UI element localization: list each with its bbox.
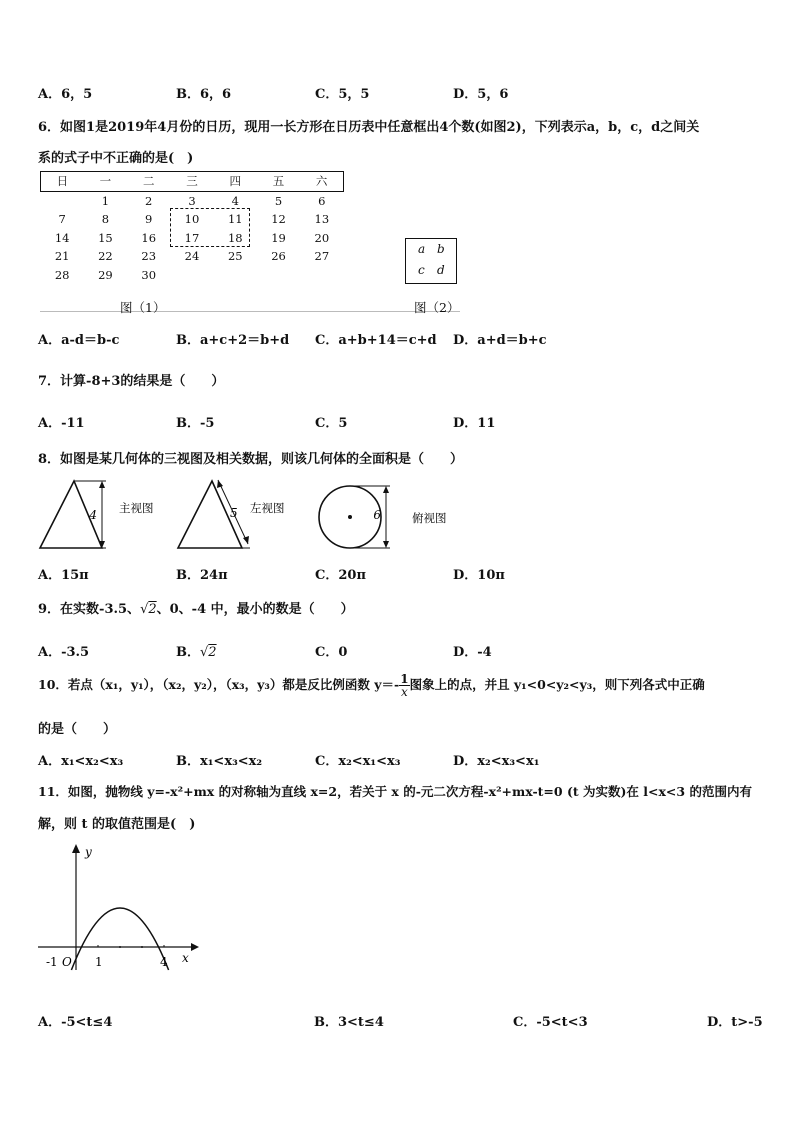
fraction-numerator: 1 (400, 672, 409, 686)
q9-option-a: A．-3.5 (38, 645, 90, 660)
q6-option-b: B．a+c+2＝b+d (176, 333, 290, 348)
calendar-cell: 22 (98, 249, 113, 264)
calendar-cell (257, 266, 300, 285)
q7-option-d: D．11 (453, 416, 496, 431)
fig2-box (405, 238, 457, 284)
calendar-cell (170, 266, 213, 285)
arrow-up-icon (383, 486, 389, 493)
calendar-cell: 8 (101, 212, 110, 227)
top-view-dimension: 6 (373, 508, 381, 522)
sqrt-expression: √2 (200, 645, 217, 660)
front-view-label: 主视图 (119, 501, 154, 515)
calendar-header-cell: 六 (315, 174, 328, 189)
calendar-header-cell: 五 (272, 174, 285, 189)
calendar-cell: 7 (58, 212, 66, 227)
q7-stem: 7．计算-8+3的结果是（ ） (38, 374, 225, 389)
arrow-down-icon (243, 536, 249, 544)
parabola-curve (71, 908, 168, 970)
calendar-cell: 6 (318, 193, 326, 208)
q9-stem-suffix: 、0、-4 中，最小的数是（ ） (156, 602, 354, 617)
q9-option-c: C．0 (315, 645, 348, 660)
calendar-cell (41, 191, 84, 210)
calendar-selection-box (170, 208, 250, 247)
q11-stem-line2: 解，则 t 的取值范围是( ) (38, 817, 196, 832)
q9-option-d: D．-4 (453, 645, 492, 660)
sqrt-expression: √2 (140, 602, 157, 617)
calendar-cell: 25 (227, 249, 243, 264)
q5-option-a: A．6，5 (38, 87, 93, 102)
q6-option-a: A．a-d＝b-c (38, 333, 120, 348)
q11-option-d: D．t>-5 (707, 1015, 763, 1030)
calendar-cell: 14 (54, 230, 70, 245)
fig1-caption: 图（1） (120, 300, 166, 315)
three-views-figure (38, 476, 458, 556)
fig2-letter-c: c (418, 263, 425, 277)
figure-baseline (40, 311, 460, 312)
x-axis-arrow-icon (191, 943, 199, 951)
top-view-label: 俯视图 (412, 511, 447, 525)
calendar-row (41, 247, 344, 266)
calendar-cell: 9 (145, 212, 153, 227)
q7-option-c: C．5 (315, 416, 348, 431)
q11-option-c: C．-5<t<3 (513, 1015, 588, 1030)
calendar-cell: 13 (314, 212, 330, 227)
left-view-label: 左视图 (250, 501, 285, 515)
q11-option-a: A．-5<t≤4 (38, 1015, 113, 1030)
q10-option-c: C．x₂<x₁<x₃ (315, 754, 401, 769)
q11-option-b: B．3<t≤4 (314, 1015, 384, 1030)
calendar-cell: 2 (145, 193, 153, 208)
top-view-center-dot (348, 515, 352, 519)
calendar-header-cell: 三 (186, 174, 198, 189)
q8-option-b: B．24π (176, 568, 228, 583)
calendar-cell: 30 (141, 267, 157, 282)
left-view-dimension: 5 (230, 506, 238, 520)
q8-option-c: C．20π (315, 568, 366, 583)
calendar-cell: 11 (227, 212, 243, 227)
q10-option-b: B．x₁<x₃<x₂ (176, 754, 263, 769)
fig2-letter-d: d (437, 263, 445, 277)
calendar-cell (214, 266, 257, 285)
calendar-cell: 26 (271, 249, 286, 264)
calendar-cell: 17 (184, 230, 200, 245)
calendar-figure (40, 171, 344, 284)
fig2-letter-a: a (418, 242, 426, 256)
calendar-cell: 1 (101, 193, 110, 208)
calendar-cell: 18 (227, 230, 243, 245)
calendar-cell (300, 266, 343, 285)
calendar-header-cell: 二 (142, 174, 155, 189)
q8-option-d: D．10π (453, 568, 505, 583)
q10-stem-part2: 图象上的点，并且 y₁<0<y₂<y₃，则下列各式中正确 (409, 677, 705, 692)
calendar-header-cell: 四 (229, 174, 242, 189)
q6-option-d: D．a+d＝b+c (453, 333, 547, 348)
arrow-up-icon (217, 480, 223, 488)
sqrt-radicand: 2 (148, 602, 157, 617)
sqrt-radicand: 2 (208, 645, 217, 660)
calendar-cell: 29 (98, 267, 113, 282)
x-axis-label: x (182, 951, 189, 965)
q9-stem (38, 598, 354, 617)
x-tick-dot (141, 946, 143, 948)
q10-stem-line2: 的是（ ） (38, 722, 117, 737)
fraction (399, 673, 409, 698)
calendar-cell: 5 (274, 193, 283, 208)
calendar-cell: 19 (271, 230, 286, 245)
calendar-cell: 28 (54, 267, 70, 282)
q6-stem-line2: 系的式子中不正确的是( ) (38, 151, 194, 166)
q5-option-b: B．6，6 (176, 87, 232, 102)
tick-label-neg1: -1 (46, 955, 58, 969)
parabola-graph (36, 842, 206, 972)
q9-option-b-prefix: B． (176, 645, 200, 660)
q8-stem: 8．如图是某几何体的三视图及相关数据，则该几何体的全面积是（ ） (38, 452, 464, 467)
y-axis-arrow-icon (72, 844, 80, 853)
q9-option-b (176, 641, 217, 660)
calendar-cell: 12 (271, 212, 286, 227)
y-axis-label: y (85, 845, 92, 859)
q5-option-d: D．5，6 (453, 87, 509, 102)
calendar-cell: 10 (184, 212, 200, 227)
calendar-header-cell: 日 (56, 174, 69, 189)
tick-label-4: 4 (160, 955, 168, 969)
arrow-up-icon (99, 481, 105, 488)
q10-stem-line1 (38, 673, 705, 698)
calendar-cell: 16 (141, 230, 157, 245)
calendar-cell: 4 (231, 193, 239, 208)
calendar-cell: 27 (314, 249, 330, 264)
front-view-dimension: 4 (89, 508, 97, 522)
calendar-cell: 3 (188, 193, 196, 208)
calendar-row (41, 266, 344, 285)
q7-option-b: B．-5 (176, 416, 215, 431)
q8-option-a: A．15π (38, 568, 89, 583)
calendar-cell: 21 (54, 249, 70, 264)
arrow-down-icon (383, 541, 389, 548)
q11-stem-line1: 11．如图，抛物线 y=-x²+mx 的对称轴为直线 x=2，若关于 x 的-元二次方程-x²+mx-t=0 (t 为实数)在 l<x<3 的范围内有 (38, 784, 752, 799)
calendar-cell: 15 (98, 230, 113, 245)
calendar-cell: 24 (184, 249, 200, 264)
fig2-caption: 图（2） (414, 300, 460, 315)
calendar-cell: 20 (314, 230, 330, 245)
fraction-denominator: x (400, 685, 408, 699)
fig2-letter-b: b (437, 242, 445, 256)
tick-label-1: 1 (95, 955, 103, 969)
q10-option-d: D．x₂<x₃<x₁ (453, 754, 540, 769)
q10-stem-part1: 10．若点（x₁，y₁），（x₂，y₂），（x₃，y₃）都是反比例函数 y＝- (38, 677, 400, 692)
q6-option-c: C．a+b+14＝c+d (315, 333, 437, 348)
x-tick-dot (119, 946, 121, 948)
origin-label: O (62, 955, 72, 969)
q9-stem-prefix: 9．在实数-3.5、 (38, 602, 141, 617)
calendar-header-cell: 一 (99, 174, 112, 189)
q5-option-c: C．5，5 (315, 87, 370, 102)
q10-option-a: A．x₁<x₂<x₃ (38, 754, 124, 769)
q6-stem-line1: 6．如图1是2019年4月份的日历，现用一长方形在日历表中任意框出4个数(如图2)，下列表示a，b，c，d之间关 (38, 120, 700, 135)
q7-option-a: A．-11 (38, 416, 85, 431)
calendar-cell: 23 (141, 249, 157, 264)
calendar-header-row (41, 172, 344, 192)
